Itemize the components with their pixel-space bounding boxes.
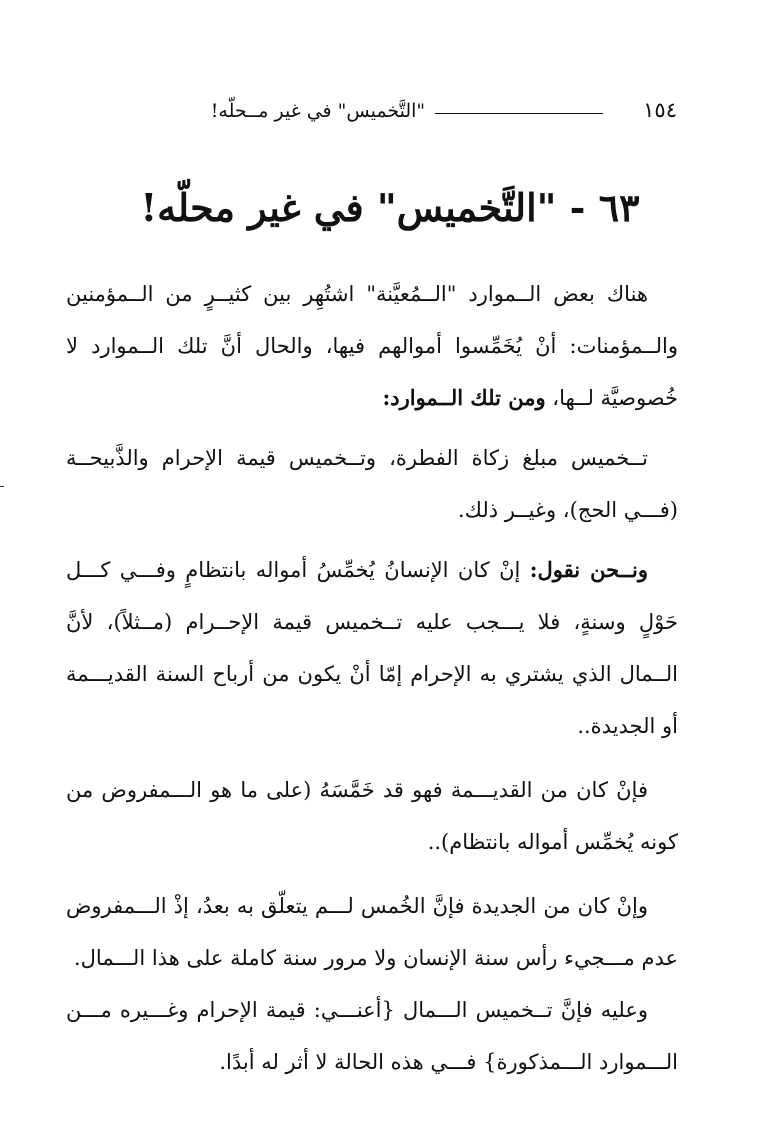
running-header <box>62 86 677 122</box>
paragraph-3-text: إنْ كان الإنسانُ يُخمِّسُ أمواله بانتظامٍ وفـــي كـــل حَوْلٍ وسنةٍ، فلا يـــجب عليه تــخميس قيمة الإحــرام (مــثلاً)، لأنَّ الــمال الذي يشتري به الإحرام إمّا أنْ يكون من أرباح السنة القديـــمة أو الجديدة.. <box>66 558 678 738</box>
page-number: ١٥٤ <box>643 98 677 122</box>
paragraph-3 <box>66 544 678 752</box>
chapter-title: ٦٣ - "التَّخميس" في غير محلّه! <box>140 185 640 230</box>
paragraph-2: تــخميس مبلغ زكاة الفطرة، وتــخميس قيمة الإحرام والذَّبيحــة (فـــي الحج)، وغيــر ذلك. <box>66 446 678 522</box>
header-rule <box>435 113 603 114</box>
margin-mark <box>0 486 4 487</box>
paragraph-1 <box>66 268 678 424</box>
paragraph-6: وعليه فإنَّ تــخميس الـــمال {أعنـــي: قيمة الإحرام وغـــيره مـــن الـــموارد الـــمذكورة} فـــي هذه الحالة لا أثر له أبدًا. <box>66 998 678 1074</box>
paragraph-3-bold-lead: ونــحن نقول: <box>529 557 648 582</box>
paragraph-1-bold-tail: ومن تلك الــموارد: <box>382 385 546 410</box>
body-text <box>66 268 678 1088</box>
paragraph-5: وإنْ كان من الجديدة فإنَّ الخُمس لـــم يتعلّق به بعدُ، إذْ الـــمفروض عدم مـــجيء رأس سنة الإنسان ولا مرور سنة كاملة على هذا الـــمال. <box>66 894 678 970</box>
paragraph-4: فإنْ كان من القديـــمة فهو قد خَمَّسَهُ (على ما هو الـــمفروض من كونه يُخمِّس أمواله بانتظام).. <box>66 778 678 854</box>
paragraph-1-text: هناك بعض الــموارد "الــمُعيَّنة" اشتُهِر بين كثيــرٍ من الــمؤمنين والــمؤمنات: أنْ يُخَمِّسوا أموالهم فيها، والحال أنَّ تلك الــموارد لا خُصوصيَّة لــها، <box>66 282 678 410</box>
running-title: "التَّخميس" في غير مــحلّه! <box>210 100 426 122</box>
